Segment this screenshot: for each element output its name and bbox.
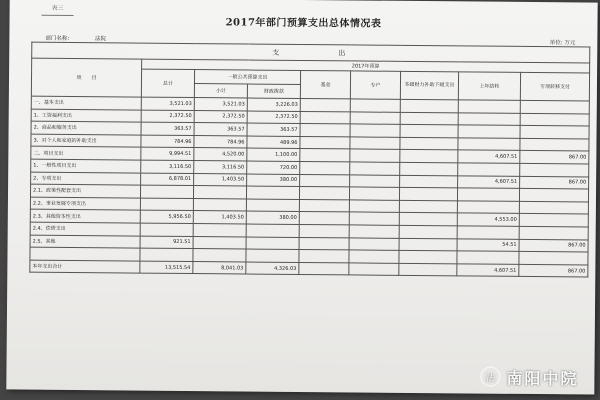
cell-transfer	[399, 188, 457, 201]
cell-transfer	[400, 175, 458, 188]
cell-spec-transfer: 867.00	[520, 151, 589, 164]
cell-subtotal: 2,372.50	[194, 110, 247, 123]
cell-fund	[300, 98, 350, 111]
budget-table-body	[30, 96, 590, 277]
cell-transfer	[399, 238, 457, 251]
cell-fund	[299, 212, 349, 225]
cell-transfer	[400, 112, 458, 125]
row-label: 3、对个人和家庭的补助支出	[31, 134, 141, 148]
cell-transfer	[399, 263, 457, 276]
cell-subtotal: 8,041.03	[193, 261, 246, 274]
cell-carryover: 4,607.51	[458, 175, 520, 188]
cell-total: 5,956.50	[140, 210, 193, 223]
cell-fiscal: 2,372.50	[247, 111, 300, 124]
cell-fund	[299, 237, 349, 250]
cell-total: 921.51	[140, 236, 193, 249]
row-label: 2.2、事业发展专项支出	[30, 197, 140, 211]
watermark-text: 南阳中院	[506, 368, 579, 388]
cell-spec-transfer	[520, 163, 589, 176]
cell-subtotal: 3,116.50	[194, 161, 247, 174]
cell-special	[349, 237, 399, 250]
cell-subtotal: 784.96	[194, 135, 247, 148]
cell-fund	[299, 187, 349, 200]
cell-fund	[299, 250, 349, 263]
cell-total	[140, 185, 193, 198]
cell-transfer	[400, 137, 458, 150]
cell-fiscal: 363.57	[247, 123, 300, 136]
col-header-general-budget: 一般公共预算支出	[194, 70, 300, 85]
col-header-fund: 基金	[300, 70, 350, 98]
cell-fiscal: 380.00	[246, 211, 299, 224]
cell-carryover: 54.51	[457, 238, 519, 251]
cell-spec-transfer	[519, 252, 588, 265]
row-label: 1、一般性项目支出	[31, 159, 141, 173]
budget-table	[29, 42, 590, 278]
cell-special	[350, 112, 400, 125]
cell-special	[349, 250, 399, 263]
cell-fund	[300, 111, 350, 124]
cell-subtotal	[193, 236, 246, 249]
cell-total: 13,515.54	[140, 261, 193, 274]
cell-fiscal: 489.96	[247, 136, 300, 149]
row-label: 2.5、其他	[30, 235, 140, 249]
cell-subtotal	[193, 249, 246, 262]
col-header-subtotal: 小计	[194, 84, 247, 98]
col-header-fiscal: 财政拨款	[247, 84, 300, 98]
cell-fund	[300, 136, 350, 149]
cell-special	[349, 212, 399, 225]
court-seal-icon: 法	[480, 367, 500, 387]
row-label: 2.3、其他资本性支出	[30, 209, 140, 223]
cell-fund	[300, 124, 350, 137]
col-header-special-transfer: 专项转移支付	[520, 72, 589, 101]
row-label: 二、项目支出	[31, 147, 141, 161]
section-header: 支 出	[32, 42, 590, 63]
col-header-subsidy-transfer: 本级财力补助下级支出	[400, 71, 458, 100]
cell-fiscal: 720.00	[247, 161, 300, 174]
col-header-item: 项 目	[31, 58, 141, 97]
cell-fiscal: 1,100.00	[247, 148, 300, 161]
cell-carryover: 4,553.00	[457, 213, 519, 226]
cell-fund	[299, 262, 349, 275]
cell-total	[140, 248, 193, 261]
cell-fiscal	[246, 249, 299, 262]
cell-total: 3,116.50	[141, 160, 194, 173]
cell-total: 2,372.50	[141, 110, 194, 123]
cell-transfer	[399, 200, 457, 213]
row-label: 1、工资福利支出	[31, 109, 141, 123]
cell-subtotal	[193, 186, 246, 199]
cell-total: 784.96	[141, 135, 194, 148]
cell-spec-transfer	[519, 189, 588, 202]
cell-carryover	[457, 188, 519, 201]
cell-total: 363.57	[141, 122, 194, 135]
cell-transfer	[399, 213, 457, 226]
cell-transfer	[400, 99, 458, 112]
cell-special	[349, 263, 399, 276]
cell-carryover	[458, 138, 520, 151]
row-label: 一、基本支出	[31, 96, 141, 110]
cell-subtotal: 1,403.50	[193, 211, 246, 224]
cell-special	[350, 149, 400, 162]
cell-carryover	[457, 201, 519, 214]
cell-fiscal: 4,326.03	[246, 262, 299, 275]
cell-carryover	[458, 100, 520, 113]
row-label: 2.4、偿债支出	[30, 222, 140, 236]
cell-fund	[300, 149, 350, 162]
cell-special	[349, 187, 399, 200]
cell-fund	[300, 161, 350, 174]
cell-total: 6,878.01	[141, 173, 194, 186]
page-title: 2017年部门预算支出总体情况表	[225, 17, 382, 30]
cell-carryover	[457, 226, 519, 239]
col-header-budget-year: 2017年预算	[142, 59, 590, 73]
cell-carryover	[457, 251, 519, 264]
cell-subtotal: 363.57	[194, 123, 247, 136]
cell-fiscal	[246, 224, 299, 237]
department-label: 部门名称:	[45, 35, 70, 42]
cell-spec-transfer	[520, 113, 589, 126]
cell-transfer	[399, 250, 457, 263]
cell-fiscal	[246, 199, 299, 212]
cell-spec-transfer: 867.00	[519, 239, 588, 252]
cell-fiscal	[246, 237, 299, 250]
cell-special	[350, 99, 400, 112]
row-label: 本年支出合计	[30, 260, 140, 274]
cell-subtotal: 4,520.00	[194, 148, 247, 161]
cell-subtotal	[193, 223, 246, 236]
cell-fund	[299, 224, 349, 237]
cell-carryover	[458, 163, 520, 176]
cell-fund	[299, 199, 349, 212]
col-header-special-account: 专户	[350, 71, 400, 99]
cell-spec-transfer	[519, 226, 588, 239]
cell-fund	[300, 174, 350, 187]
cell-special	[350, 137, 400, 150]
cell-transfer	[399, 225, 457, 238]
row-label: 2、商品和服务支出	[31, 121, 141, 135]
cell-spec-transfer	[520, 138, 589, 151]
department-value: 法院	[94, 36, 107, 43]
cell-fiscal: 3,226.03	[247, 98, 300, 111]
cell-transfer	[400, 162, 458, 175]
row-label: 2.1、政策性配套支出	[30, 184, 140, 198]
cell-subtotal: 3,521.03	[194, 98, 247, 111]
cell-fiscal	[246, 186, 299, 199]
cell-special	[350, 174, 400, 187]
cell-spec-transfer: 867.00	[520, 176, 589, 189]
cell-transfer	[400, 150, 458, 163]
cell-total	[140, 198, 193, 211]
cell-spec-transfer	[520, 100, 589, 113]
cell-special	[350, 124, 400, 137]
cell-subtotal: 1,403.50	[194, 173, 247, 186]
cell-special	[349, 225, 399, 238]
unit-label: 单位: 万元	[549, 40, 576, 47]
cell-total: 9,994.51	[141, 147, 194, 160]
cell-carryover	[458, 125, 520, 138]
cell-transfer	[400, 125, 458, 138]
cell-total: 3,521.03	[141, 97, 194, 110]
cell-spec-transfer	[519, 214, 588, 227]
cell-subtotal	[193, 198, 246, 211]
table-number-stamp: 表三	[42, 2, 74, 16]
cell-spec-transfer	[519, 201, 588, 214]
cell-total	[140, 223, 193, 236]
document-sheet	[6, 0, 597, 395]
cell-spec-transfer	[520, 126, 589, 139]
cell-carryover: 4,607.51	[458, 150, 520, 163]
cell-carryover	[458, 112, 520, 125]
row-label	[30, 247, 140, 261]
row-label: 2、专项支出	[31, 172, 141, 186]
col-header-carryover: 上年结转	[458, 72, 520, 101]
col-header-total: 总计	[141, 69, 194, 97]
cell-special	[349, 200, 399, 213]
cell-special	[350, 162, 400, 175]
cell-fiscal: 380.00	[247, 174, 300, 187]
watermark-logo	[480, 366, 578, 389]
cell-carryover: 4,607.51	[457, 264, 519, 277]
cell-spec-transfer: 867.00	[519, 264, 588, 277]
